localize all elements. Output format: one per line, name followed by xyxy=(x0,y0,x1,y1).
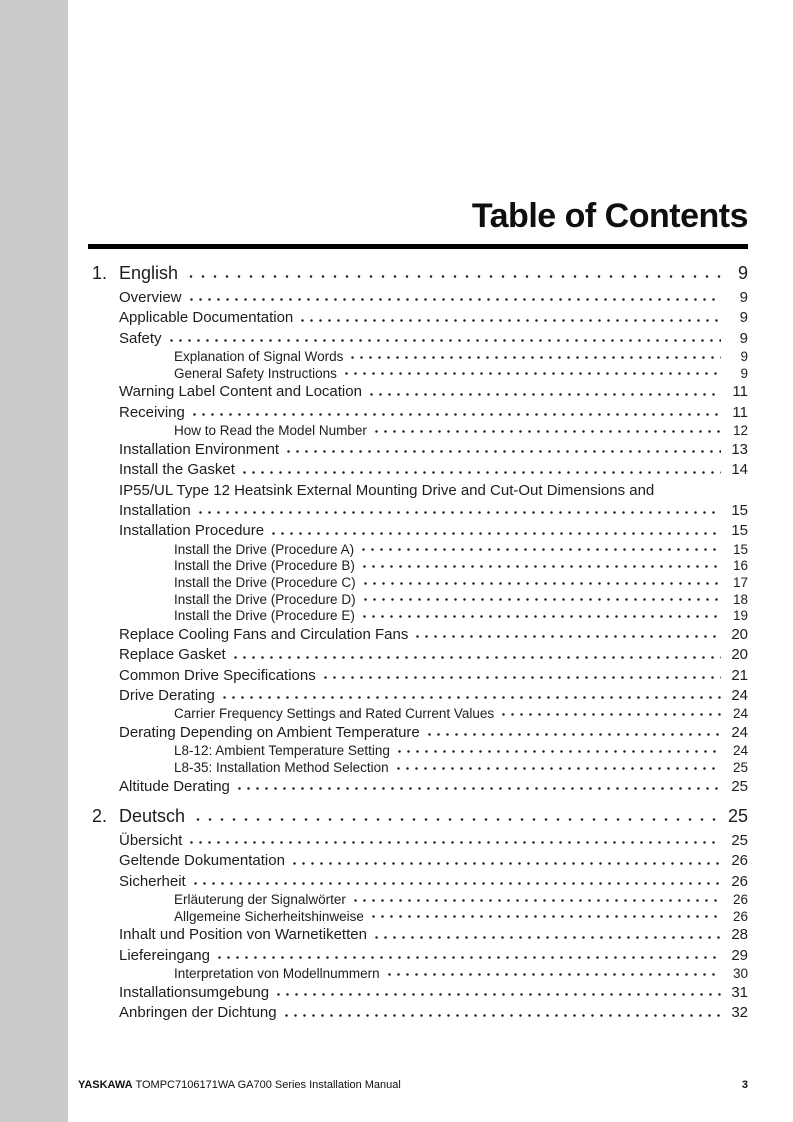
toc-dot-leader xyxy=(358,608,721,625)
toc-dot-leader xyxy=(282,440,721,460)
toc-entry-row[interactable] xyxy=(88,423,748,440)
toc-dot-leader xyxy=(423,723,721,743)
toc-entry-row[interactable] xyxy=(88,946,748,966)
toc-dot-leader xyxy=(370,925,721,945)
toc-entry-row[interactable] xyxy=(88,831,748,851)
toc-dot-leader xyxy=(393,743,721,760)
toc-entry-page-number: 20 xyxy=(731,646,748,664)
toc-entry-page-number: 15 xyxy=(732,541,748,557)
toc-entry-page-number: 9 xyxy=(739,289,748,306)
toc-entry-row[interactable] xyxy=(88,645,748,665)
toc-entry-row[interactable] xyxy=(88,366,748,383)
toc-entry-page-number: 21 xyxy=(731,666,748,684)
footer-brand: YASKAWA xyxy=(78,1079,133,1091)
toc-entry-label: Overview xyxy=(119,289,182,306)
toc-entry-row[interactable] xyxy=(88,501,748,521)
page-title: Table of Contents xyxy=(471,197,748,235)
toc-entry-label: Install the Drive (Procedure A) xyxy=(174,541,355,557)
toc-dot-leader xyxy=(185,288,721,308)
toc-entry-label: Explanation of Signal Words xyxy=(174,349,344,365)
toc-dot-leader xyxy=(233,777,721,797)
toc-entry-page-number: 14 xyxy=(731,461,748,479)
toc-entry-row[interactable] xyxy=(88,382,748,402)
toc-entry-row[interactable] xyxy=(88,723,748,743)
toc-dot-leader xyxy=(358,558,721,575)
toc-dot-leader xyxy=(188,804,721,829)
toc-entry-label: Allgemeine Sicherheitshinweise xyxy=(174,908,364,924)
toc-dot-leader xyxy=(272,983,721,1003)
toc-entry-label: Install the Drive (Procedure D) xyxy=(174,591,356,607)
toc-entry-label: Applicable Documentation xyxy=(119,309,294,327)
toc-entry-label: Deutsch xyxy=(119,806,186,827)
toc-dot-leader xyxy=(346,349,721,366)
toc-entry-row[interactable] xyxy=(88,892,748,909)
toc-entry-page-number: 12 xyxy=(732,423,748,439)
toc-dot-leader xyxy=(657,481,745,501)
page-footer xyxy=(78,1078,748,1092)
toc-entry-row[interactable] xyxy=(88,521,748,541)
toc-entry-page-number: 15 xyxy=(731,522,748,540)
toc-entry-row[interactable] xyxy=(88,625,748,645)
toc-dot-leader xyxy=(359,592,721,609)
toc-dot-leader xyxy=(194,501,721,521)
toc-dot-leader xyxy=(357,542,721,559)
toc-entry-label: Liefereingang xyxy=(119,946,210,964)
toc-entry-row[interactable] xyxy=(88,743,748,760)
toc-entry-row[interactable] xyxy=(88,666,748,686)
toc-entry-page-number: 25 xyxy=(731,777,748,795)
toc-entry-label: How to Read the Model Number xyxy=(174,423,367,439)
toc-entry-label: Geltende Dokumentation xyxy=(119,852,285,870)
toc-entry-label: Replace Cooling Fans and Circulation Fans xyxy=(119,625,409,643)
toc-entry-page-number: 26 xyxy=(731,872,748,890)
toc-dot-leader xyxy=(185,831,721,851)
toc-entry-label: Install the Gasket xyxy=(119,461,235,479)
toc-dot-leader xyxy=(383,966,721,983)
toc-entry-page-number: 24 xyxy=(731,687,748,705)
toc-entry-row[interactable] xyxy=(88,925,748,945)
toc-entry-row[interactable] xyxy=(88,966,748,983)
toc-entry-row[interactable] xyxy=(88,851,748,871)
toc-entry-page-number: 24 xyxy=(732,743,748,759)
toc-entry-label: Installation Environment xyxy=(119,440,280,458)
toc-entry-label: Install the Drive (Procedure E) xyxy=(174,608,355,624)
toc-dot-leader xyxy=(188,403,721,423)
toc-entry-label: Warning Label Content and Location xyxy=(119,383,362,401)
toc-dot-leader xyxy=(411,625,721,645)
toc-entry-page-number: 26 xyxy=(732,892,748,908)
toc-entry-page-number: 13 xyxy=(731,440,748,458)
toc-entry-row[interactable] xyxy=(88,686,748,706)
toc-entry-page-number: 20 xyxy=(731,625,748,643)
toc-entry-page-number: 26 xyxy=(731,852,748,870)
toc-entry-page-number: 25 xyxy=(731,832,748,850)
page-left-margin xyxy=(0,0,68,1122)
toc-entry-label: Anbringen der Dichtung xyxy=(119,1004,277,1022)
toc-dot-leader xyxy=(319,666,721,686)
toc-entry-page-number: 18 xyxy=(732,591,748,607)
toc-dot-leader xyxy=(370,423,721,440)
toc-entry-row[interactable] xyxy=(88,481,748,501)
toc-entry-page-number: 31 xyxy=(731,983,748,1001)
toc-entry-row[interactable] xyxy=(88,575,748,592)
toc-entry-label: Replace Gasket xyxy=(119,646,226,664)
toc-entry-page-number: 9 xyxy=(739,329,748,347)
toc-entry-page-number: 25 xyxy=(732,760,748,776)
toc-entry-page-number: 24 xyxy=(732,706,748,722)
toc-entry-label: Installationsumgebung xyxy=(119,983,270,1001)
toc-entry-label: Common Drive Specifications xyxy=(119,666,316,684)
toc-entry-row[interactable] xyxy=(88,760,748,777)
toc-dot-leader xyxy=(359,575,721,592)
toc-entry-label: General Safety Instructions xyxy=(174,365,337,381)
toc-entry-label: L8-35: Installation Method Selection xyxy=(174,760,389,776)
toc-dot-leader xyxy=(349,892,721,909)
toc-entry-page-number: 19 xyxy=(732,608,748,624)
toc-entry-page-number: 16 xyxy=(732,558,748,574)
toc-entry-page-number: 11 xyxy=(732,383,748,401)
page-content xyxy=(88,0,748,1024)
toc-entry-row[interactable] xyxy=(88,558,748,575)
toc-entry-row[interactable] xyxy=(88,403,748,423)
toc-entry-page-number: 29 xyxy=(731,946,748,964)
toc-entry-row[interactable] xyxy=(88,288,748,308)
toc-entry-label: Übersicht xyxy=(119,832,183,850)
toc-dot-leader xyxy=(238,460,721,480)
toc-chapter-row[interactable] xyxy=(88,261,748,286)
toc-entry-label: Installation xyxy=(119,502,191,520)
footer-manual-title: TOMPC7106171WA GA700 Series Installation Manual xyxy=(135,1079,401,1091)
toc-entry-row[interactable] xyxy=(88,592,748,609)
toc-entry-row[interactable] xyxy=(88,1003,748,1023)
toc-entry-label: Drive Derating xyxy=(119,687,215,705)
footer-page-number: 3 xyxy=(741,1079,748,1091)
toc-list xyxy=(88,261,748,1024)
toc-dot-leader xyxy=(340,366,721,383)
toc-entry-label: L8-12: Ambient Temperature Setting xyxy=(174,743,390,759)
toc-entry-row[interactable] xyxy=(88,460,748,480)
toc-entry-label: Sicherheit xyxy=(119,872,186,890)
toc-entry-label: Altitude Derating xyxy=(119,777,230,795)
toc-entry-page-number: 17 xyxy=(732,575,748,591)
toc-chapter-number: 2. xyxy=(92,806,108,827)
toc-entry-label: English xyxy=(119,263,179,283)
toc-entry-label: Interpretation von Modellnummern xyxy=(174,966,380,982)
footer-manual-info xyxy=(78,1078,401,1092)
toc-entry-page-number: 9 xyxy=(737,263,748,283)
toc-entry-row[interactable] xyxy=(88,983,748,1003)
toc-entry-row[interactable] xyxy=(88,542,748,559)
toc-entry-label: Installation Procedure xyxy=(119,522,265,540)
document-page xyxy=(68,0,793,1122)
toc-entry-page-number: 25 xyxy=(727,806,748,827)
toc-entry-row[interactable] xyxy=(88,440,748,460)
toc-entry-label: Inhalt und Position von Warnetiketten xyxy=(119,926,367,944)
toc-dot-leader xyxy=(296,308,721,328)
toc-dot-leader xyxy=(189,872,721,892)
toc-dot-leader xyxy=(267,521,721,541)
toc-entry-row[interactable] xyxy=(88,349,748,366)
toc-dot-leader xyxy=(229,645,721,665)
toc-dot-leader xyxy=(213,946,721,966)
toc-entry-row[interactable] xyxy=(88,706,748,723)
toc-entry-page-number: 15 xyxy=(731,502,748,520)
toc-dot-leader xyxy=(280,1003,721,1023)
toc-chapter-row[interactable] xyxy=(88,804,748,829)
toc-entry-label: Carrier Frequency Settings and Rated Current Values xyxy=(174,706,495,722)
toc-dot-leader xyxy=(218,686,721,706)
toc-entry-row[interactable] xyxy=(88,909,748,926)
toc-entry-label: Install the Drive (Procedure B) xyxy=(174,558,355,574)
toc-chapter-number: 1. xyxy=(92,263,108,283)
toc-entry-row[interactable] xyxy=(88,777,748,797)
toc-entry-label: IP55/UL Type 12 Heatsink External Mounting Drive and Cut-Out Dimensions and xyxy=(119,481,655,499)
toc-dot-leader xyxy=(392,760,721,777)
toc-dot-leader xyxy=(365,382,721,402)
toc-entry-page-number: 9 xyxy=(739,309,748,327)
toc-entry-page-number: 9 xyxy=(740,349,748,365)
toc-dot-leader xyxy=(497,706,721,723)
toc-entry-row[interactable] xyxy=(88,872,748,892)
toc-dot-leader xyxy=(181,261,721,286)
toc-entry-label: Receiving xyxy=(119,403,185,421)
toc-entry-page-number: 30 xyxy=(732,966,748,982)
toc-dot-leader xyxy=(367,909,721,926)
toc-entry-page-number: 11 xyxy=(732,403,748,421)
toc-entry-label: Install the Drive (Procedure C) xyxy=(174,575,356,591)
toc-entry-page-number: 24 xyxy=(731,724,748,742)
toc-dot-leader xyxy=(288,851,721,871)
toc-entry-row[interactable] xyxy=(88,608,748,625)
toc-entry-page-number: 32 xyxy=(731,1004,748,1022)
toc-entry-page-number: 28 xyxy=(731,926,748,944)
toc-entry-row[interactable] xyxy=(88,308,748,328)
toc-entry-row[interactable] xyxy=(88,329,748,349)
title-divider xyxy=(88,244,748,249)
toc-entry-label: Erläuterung der Signalwörter xyxy=(174,892,346,908)
toc-entry-page-number: 26 xyxy=(732,908,748,924)
toc-dot-leader xyxy=(165,329,721,349)
toc-entry-label: Derating Depending on Ambient Temperature xyxy=(119,724,420,742)
toc-entry-page-number: 9 xyxy=(740,365,748,381)
toc-entry-label: Safety xyxy=(119,329,162,347)
